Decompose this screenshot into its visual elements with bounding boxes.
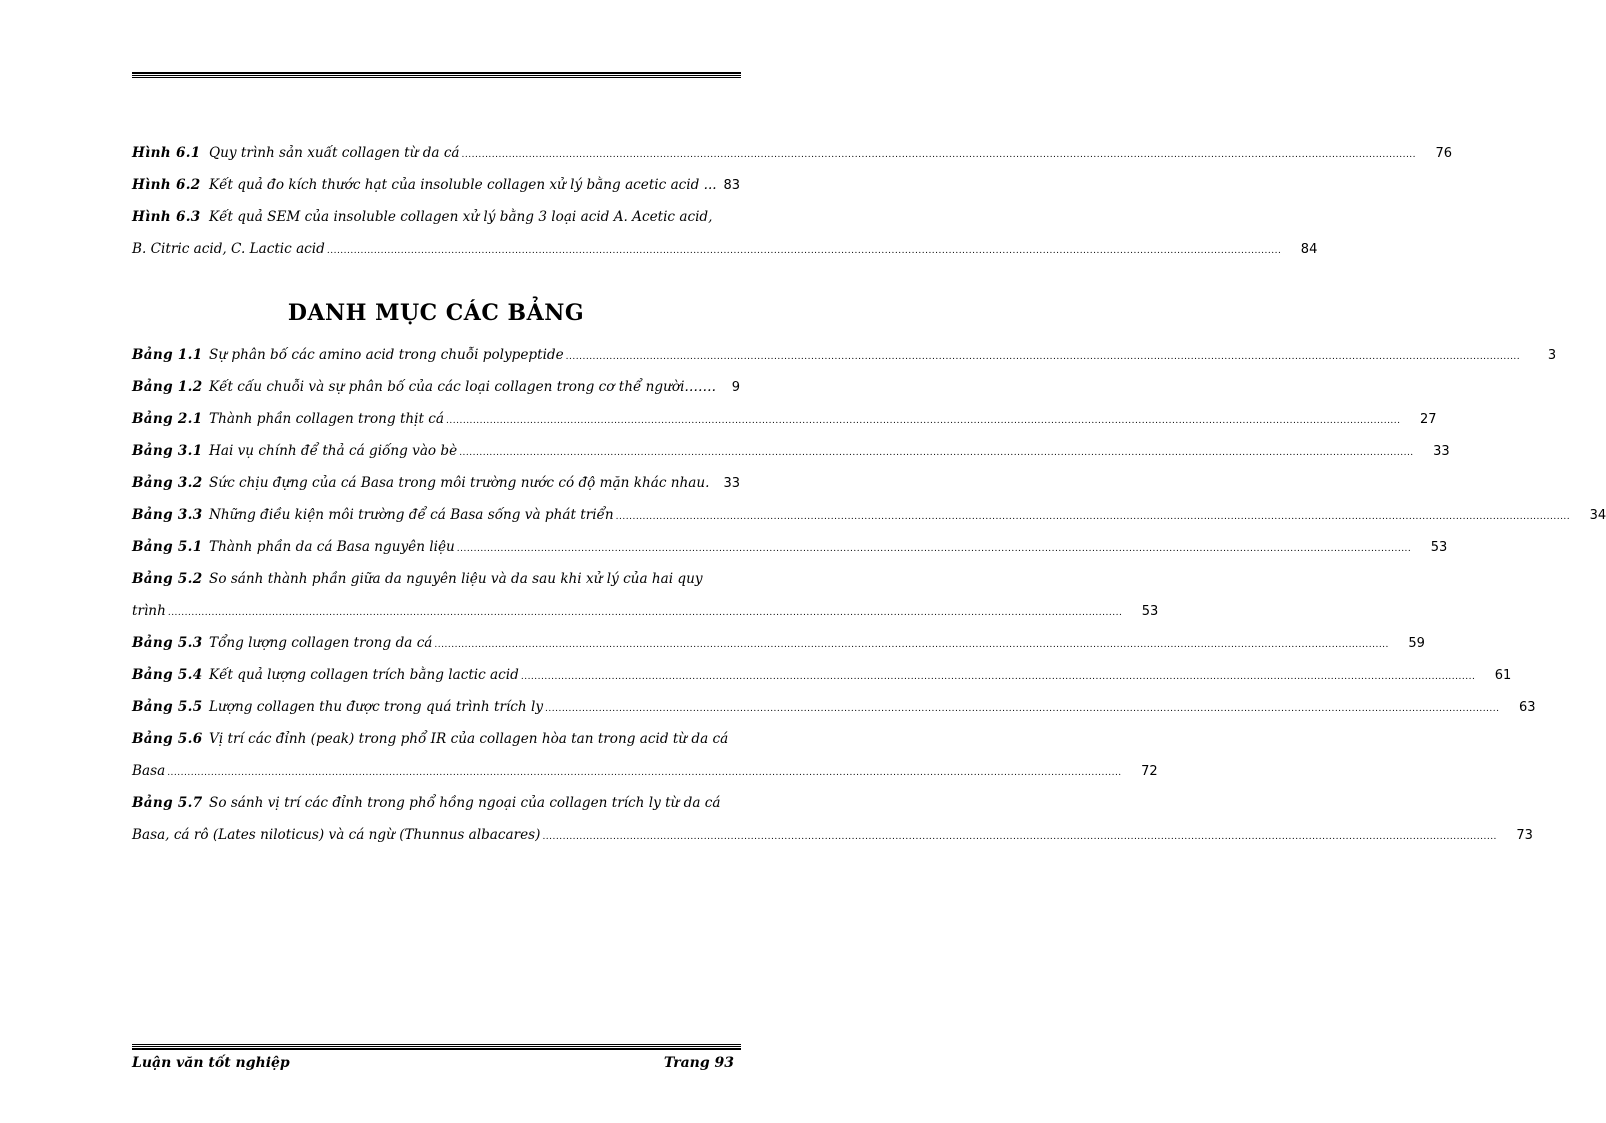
dot-leader xyxy=(616,508,1570,526)
table-entry[interactable] xyxy=(132,698,1536,716)
table-title-continuation: Basa xyxy=(132,763,166,779)
figure-label: Hình 6.1 xyxy=(132,145,201,161)
footer-rule xyxy=(132,1044,741,1051)
table-title: Thành phần collagen trong thịt cá xyxy=(209,411,445,427)
dot-leader xyxy=(167,764,1121,782)
table-title: Kết cấu chuỗi và sự phân bố của các loại collagen trong cơ thể người……. xyxy=(209,379,716,395)
dot-leader xyxy=(542,828,1496,846)
table-page-number: 3 xyxy=(1547,348,1557,363)
table-label: Bảng 3.2 xyxy=(132,475,203,491)
table-entry[interactable] xyxy=(132,730,1158,780)
dot-leader xyxy=(168,604,1122,622)
figure-entry[interactable] xyxy=(132,144,1453,162)
table-title: Những điều kiện môi trường để cá Basa sống và phát triển xyxy=(209,507,614,523)
dot-leader xyxy=(521,668,1475,686)
table-label: Bảng 5.6 xyxy=(132,731,203,747)
dot-leader xyxy=(566,348,1520,366)
figure-label: Hình 6.2 xyxy=(132,177,201,193)
figure-page-number: 76 xyxy=(1435,146,1453,161)
table-label: Bảng 5.1 xyxy=(132,539,203,555)
table-title: Hai vụ chính để thả cá giống vào bè xyxy=(209,443,458,459)
figure-page-number: 83 xyxy=(723,178,740,193)
table-entry[interactable] xyxy=(132,474,740,492)
figure-title: Quy trình sản xuất collagen từ da cá xyxy=(209,145,460,161)
table-page-number: 72 xyxy=(1141,764,1158,779)
table-label: Bảng 5.3 xyxy=(132,635,203,651)
table-title-continuation: trình xyxy=(132,603,166,619)
figure-title: Kết quả SEM của insoluble collagen xử lý bằng 3 loại acid A. Acetic acid, xyxy=(209,209,713,225)
table-page-number: 53 xyxy=(1141,604,1159,619)
figure-label: Hình 6.3 xyxy=(132,209,201,225)
figure-title-continuation: B. Citric acid, C. Lactic acid xyxy=(132,241,325,257)
table-title: Tổng lượng collagen trong da cá xyxy=(209,635,433,651)
table-page-number: 59 xyxy=(1408,636,1425,651)
table-entry[interactable] xyxy=(132,666,1512,684)
section-heading: DANH MỤC CÁC BẢNG xyxy=(287,300,585,326)
table-list xyxy=(132,346,1606,858)
table-label: Bảng 5.2 xyxy=(132,571,203,587)
table-title: Vị trí các đỉnh (peak) trong phổ IR của collagen hòa tan trong acid từ da cá xyxy=(209,731,729,747)
table-page-number: 73 xyxy=(1516,828,1533,843)
dot-leader xyxy=(434,636,1388,654)
figure-entry[interactable] xyxy=(132,176,740,194)
dot-leader xyxy=(459,444,1413,462)
figure-title: Kết quả đo kích thước hạt của insoluble collagen xử lý bằng acetic acid ... xyxy=(209,177,717,193)
table-title: Sự phân bố các amino acid trong chuỗi polypeptide xyxy=(209,347,564,363)
table-page-number: 27 xyxy=(1419,412,1437,427)
table-label: Bảng 3.3 xyxy=(132,507,203,523)
table-page-number: 61 xyxy=(1494,668,1512,683)
table-label: Bảng 1.2 xyxy=(132,379,203,395)
dot-leader xyxy=(446,412,1400,430)
table-label: Bảng 1.1 xyxy=(132,347,203,363)
table-entry[interactable] xyxy=(132,506,1606,524)
table-entry[interactable] xyxy=(132,378,740,396)
table-entry[interactable] xyxy=(132,442,1450,460)
table-page-number: 9 xyxy=(731,380,740,395)
table-label: Bảng 5.4 xyxy=(132,667,203,683)
table-entry[interactable] xyxy=(132,794,1533,844)
table-title: So sánh thành phần giữa da nguyên liệu và da sau khi xử lý của hai quy xyxy=(209,571,703,587)
table-label: Bảng 5.7 xyxy=(132,795,203,811)
dot-leader xyxy=(327,242,1281,260)
table-entry[interactable] xyxy=(132,538,1448,556)
table-page-number: 53 xyxy=(1430,540,1448,555)
table-title: Thành phần da cá Basa nguyên liệu xyxy=(209,539,455,555)
figure-list xyxy=(132,144,1453,272)
table-title-continuation: Basa, cá rô (Lates niloticus) và cá ngừ (Thunnus albacares) xyxy=(132,827,541,843)
table-title: Sức chịu đựng của cá Basa trong môi trường nước có độ mặn khác nhau. xyxy=(209,475,710,491)
table-entry[interactable] xyxy=(132,570,1159,620)
table-entry[interactable] xyxy=(132,634,1425,652)
footer-title: Luận văn tốt nghiệp xyxy=(132,1055,290,1071)
table-entry[interactable] xyxy=(132,346,1557,364)
table-label: Bảng 5.5 xyxy=(132,699,203,715)
table-page-number: 33 xyxy=(1433,444,1450,459)
dot-leader xyxy=(462,146,1416,164)
table-page-number: 33 xyxy=(723,476,740,491)
table-label: Bảng 2.1 xyxy=(132,411,203,427)
dot-leader xyxy=(457,540,1411,558)
footer-page-number: Trang 93 xyxy=(663,1055,734,1071)
table-title: Lượng collagen thu được trong quá trình trích ly xyxy=(209,699,544,715)
table-entry[interactable] xyxy=(132,410,1437,428)
figure-entry[interactable] xyxy=(132,208,1318,258)
table-title: So sánh vị trí các đỉnh trong phổ hồng ngoại của collagen trích ly từ da cá xyxy=(209,795,721,811)
header-rule xyxy=(132,72,741,79)
dot-leader xyxy=(545,700,1499,718)
table-title: Kết quả lượng collagen trích bằng lactic acid xyxy=(209,667,519,683)
figure-page-number: 84 xyxy=(1300,242,1318,257)
table-label: Bảng 3.1 xyxy=(132,443,203,459)
table-page-number: 34 xyxy=(1589,508,1606,523)
table-page-number: 63 xyxy=(1518,700,1536,715)
